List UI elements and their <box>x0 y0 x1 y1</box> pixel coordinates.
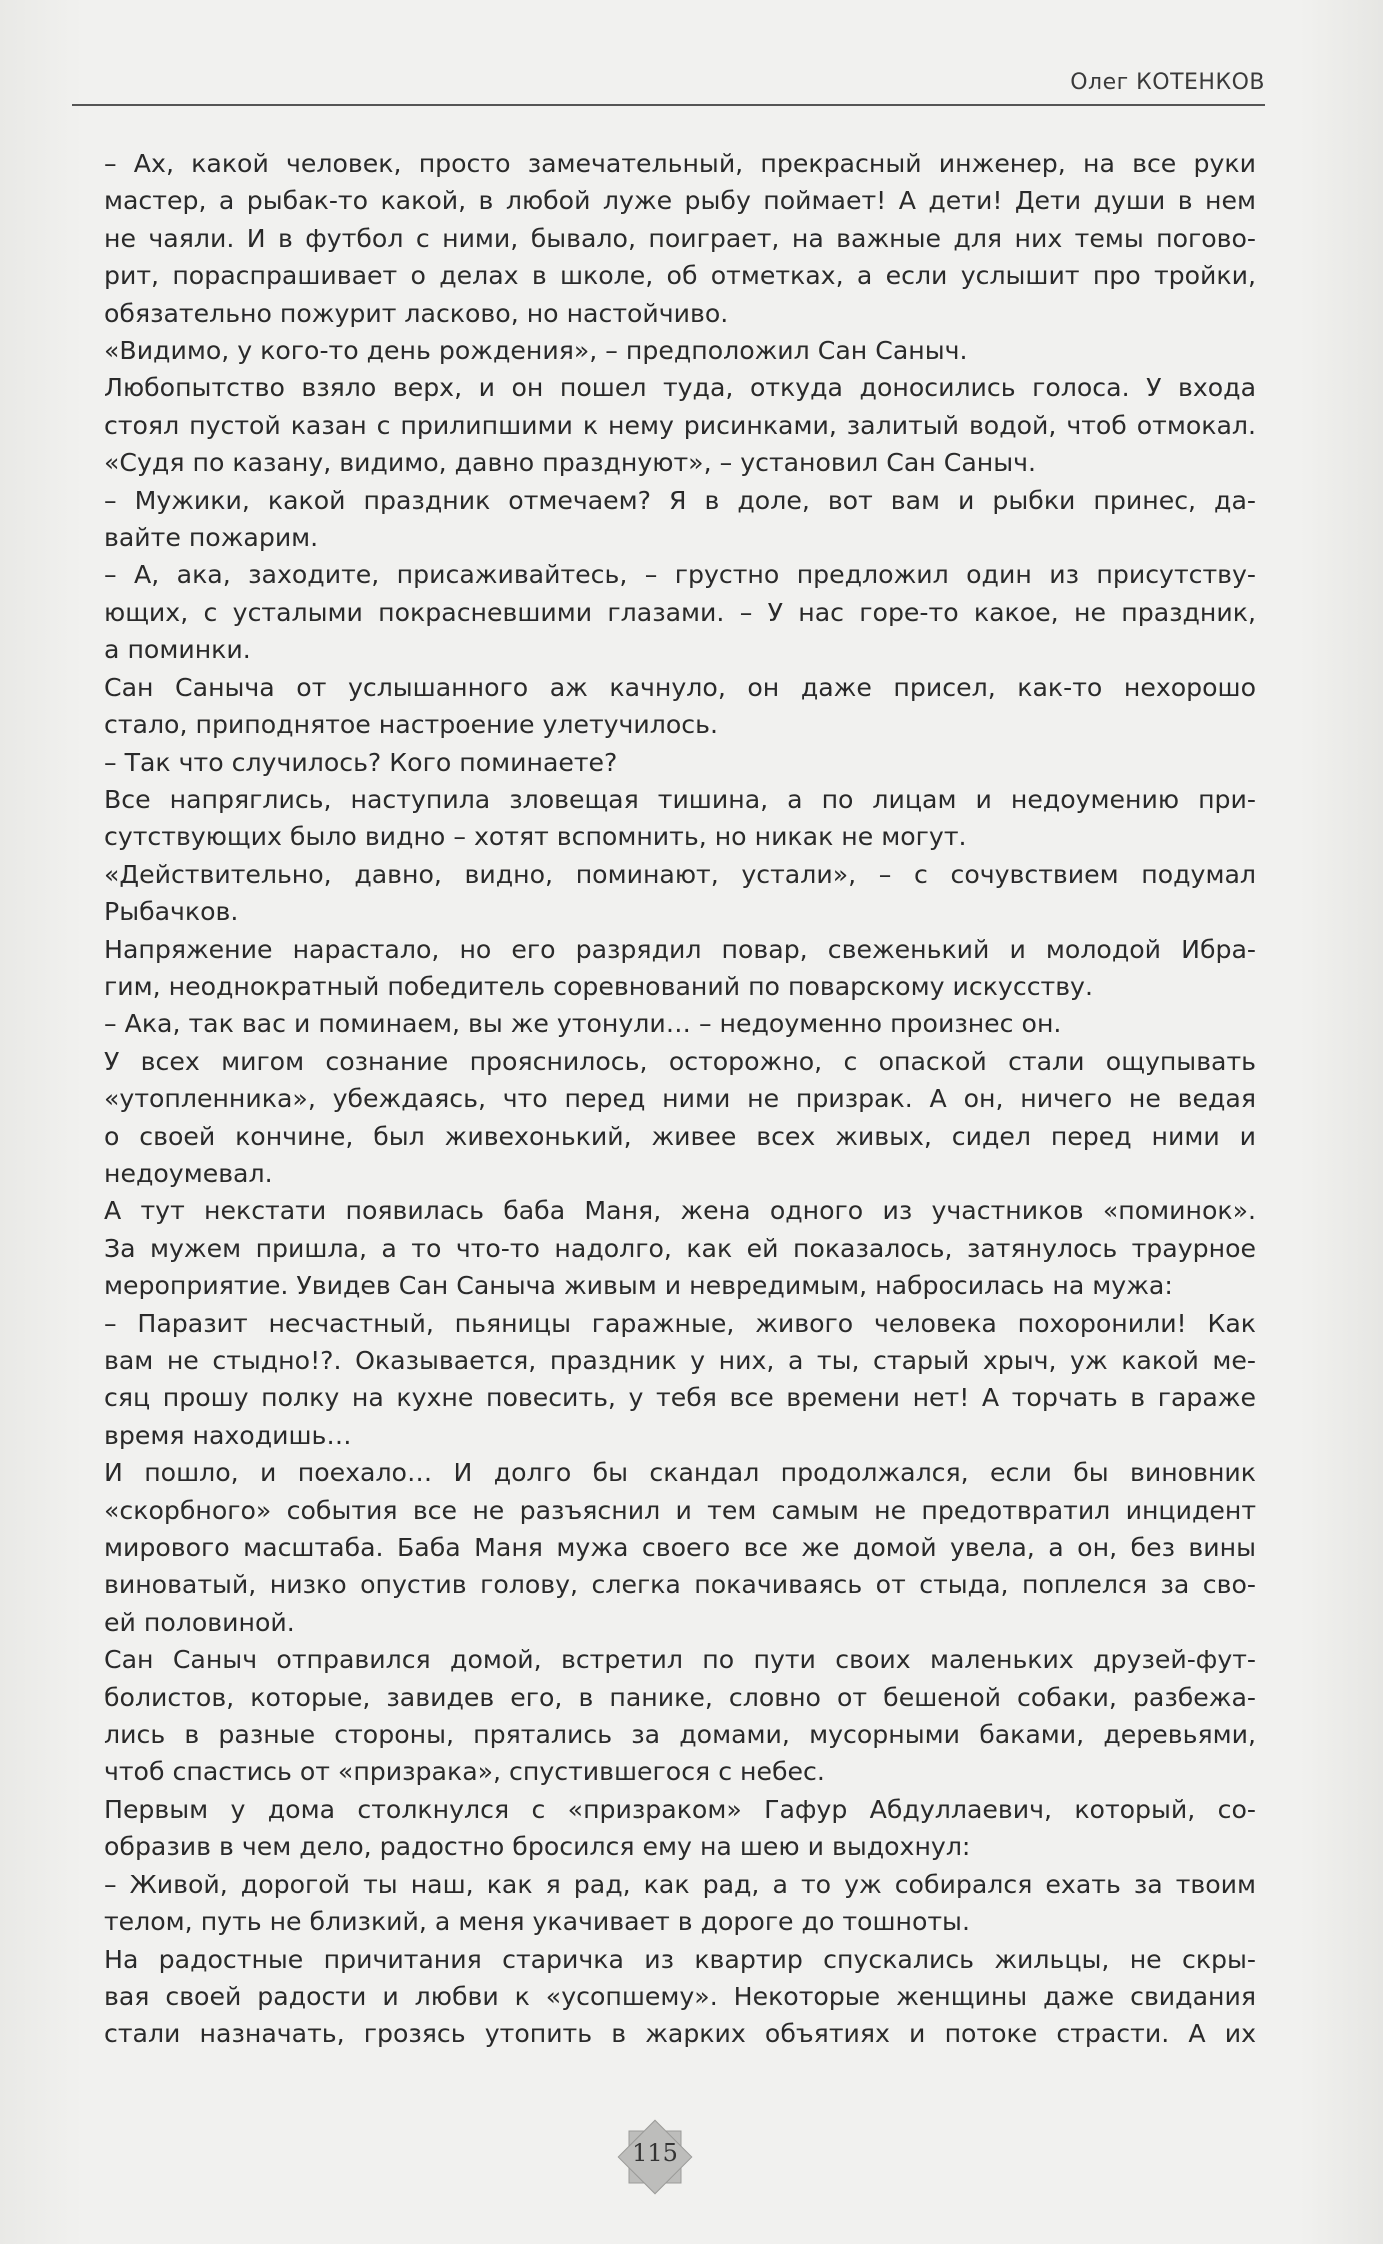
text-line: За мужем пришла, а то что-то надолго, как ей показалось, затянулось траурное <box>104 1233 1256 1263</box>
body-text <box>104 145 1256 2053</box>
text-line: образив в чем дело, радостно бросился ему на шею и выдохнул: <box>104 1832 971 1862</box>
text-line: телом, путь не близкий, а меня укачивает в дороге до тошноты. <box>104 1907 970 1937</box>
text-line: вая своей радости и любви к «усопшему». Некоторые женщины даже свидания <box>104 1981 1256 2011</box>
text-line: вам не стыдно!?. Оказывается, праздник у них, а ты, старый хрыч, уж какой ме- <box>104 1346 1256 1375</box>
text-line: – Ака, так вас и поминаем, вы же утонули… – недоуменно произнес он. <box>104 1009 1062 1039</box>
text-line: Напряжение нарастало, но его разрядил повар, свеженький и молодой Ибра- <box>104 934 1256 964</box>
text-line: – А, ака, заходите, присаживайтесь, – грустно предложил один из присутству- <box>104 560 1256 590</box>
text-line: сутствующих было видно – хотят вспомнить, но никак не могут. <box>104 822 967 852</box>
text-line: мирового масштаба. Баба Маня мужа своего все же домой увела, а он, без вины <box>104 1533 1256 1563</box>
text-line: недоумевал. <box>104 1158 273 1188</box>
text-line: виноватый, низко опустив голову, слегка покачиваясь от стыда, поплелся за сво- <box>104 1570 1256 1600</box>
text-line: мастер, а рыбак-то какой, в любой луже рыбу поймает! А дети! Дети души в нем <box>104 186 1256 216</box>
text-line: – Живой, дорогой ты наш, как я рад, как рад, а то уж собирался ехать за твоим <box>104 1869 1256 1899</box>
text-line: Все напряглись, наступила зловещая тишина, а по лицам и недоумению при- <box>104 784 1256 814</box>
text-line: «Действительно, давно, видно, поминают, устали», – с сочувствием подумал <box>104 859 1256 889</box>
running-head: Олег КОТЕНКОВ <box>1070 70 1265 95</box>
text-line: «Видимо, у кого-то день рождения», – предположил Сан Саныч. <box>104 336 968 366</box>
text-line: – Мужики, какой праздник отмечаем? Я в доле, вот вам и рыбки принес, да- <box>104 485 1256 515</box>
text-line: время находишь… <box>104 1420 352 1450</box>
text-line: ей половиной. <box>104 1607 295 1637</box>
text-line: ющих, с усталыми покрасневшими глазами. – У нас горе-то какое, не праздник, <box>104 597 1256 627</box>
text-line: мероприятие. Увидев Сан Саныча живым и невредимым, набросилась на мужа: <box>104 1271 1173 1301</box>
text-line: – Так что случилось? Кого поминаете? <box>104 747 618 777</box>
text-line: Любопытство взяло верх, и он пошел туда, откуда доносились голоса. У входа <box>104 373 1256 403</box>
text-line: А тут некстати появилась баба Маня, жена одного из участников «поминок». <box>104 1196 1256 1226</box>
text-line: «Судя по казану, видимо, давно празднуют», – установил Сан Саныч. <box>104 448 1037 478</box>
text-line: И пошло, и поехало… И долго бы скандал продолжался, если бы виновник <box>104 1458 1256 1488</box>
text-line: «скорбного» события все не разъяснил и тем самым не предотвратил инцидент <box>104 1495 1256 1525</box>
text-line: болистов, которые, завидев его, в панике, словно от бешеной собаки, разбежа- <box>104 1682 1256 1712</box>
page-number-ornament <box>615 2117 695 2197</box>
text-line: стало, приподнятое настроение улетучилось. <box>104 710 718 740</box>
text-line: На радостные причитания старичка из квартир спускались жильцы, не скры- <box>104 1944 1256 1974</box>
text-line: У всех мигом сознание прояснилось, осторожно, с опаской стали ощупывать <box>104 1046 1256 1076</box>
text-line: лись в разные стороны, прятались за домами, мусорными баками, деревьями, <box>104 1720 1256 1750</box>
text-line: стоял пустой казан с прилипшими к нему рисинками, залитый водой, чтоб отмокал. <box>104 410 1256 440</box>
page-number: 115 <box>632 2139 678 2167</box>
text-line: не чаяли. И в футбол с ними, бывало, поиграет, на важные для них темы погово- <box>104 223 1256 253</box>
header-rule <box>72 104 1265 106</box>
text-line: рит, пораспрашивает о делах в школе, об отметках, а если услышит про тройки, <box>104 261 1256 291</box>
text-line: обязательно пожурит ласково, но настойчиво. <box>104 298 729 328</box>
text-line: Сан Саныча от услышанного аж качнуло, он даже присел, как-то нехорошо <box>104 672 1256 702</box>
text-line: Сан Саныч отправился домой, встретил по пути своих маленьких друзей-фут- <box>104 1645 1256 1675</box>
text-line: гим, неоднократный победитель соревнований по поварскому искусству. <box>104 971 1093 1001</box>
text-line: чтоб спастись от «призрака», спустившегося с небес. <box>104 1757 825 1787</box>
text-line: – Ах, какой человек, просто замечательный, прекрасный инженер, на все руки <box>104 149 1256 178</box>
text-line: – Паразит несчастный, пьяницы гаражные, живого человека похоронили! Как <box>104 1308 1256 1338</box>
text-line: вайте пожарим. <box>104 523 319 553</box>
text-line: а поминки. <box>104 635 251 665</box>
text-line: Рыбачков. <box>104 897 239 927</box>
text-line: Первым у дома столкнулся с «призраком» Гафур Абдуллаевич, который, со- <box>104 1794 1256 1824</box>
text-line: стали назначать, грозясь утопить в жарких объятиях и потоке страсти. А их <box>104 2019 1256 2049</box>
text-line: «утопленника», убеждаясь, что перед ними не призрак. А он, ничего не ведая <box>104 1084 1256 1114</box>
text-line: о своей кончине, был живехонький, живее всех живых, сидел перед ними и <box>104 1121 1256 1151</box>
text-line: сяц прошу полку на кухне повесить, у тебя все времени нет! А торчать в гараже <box>104 1383 1256 1413</box>
